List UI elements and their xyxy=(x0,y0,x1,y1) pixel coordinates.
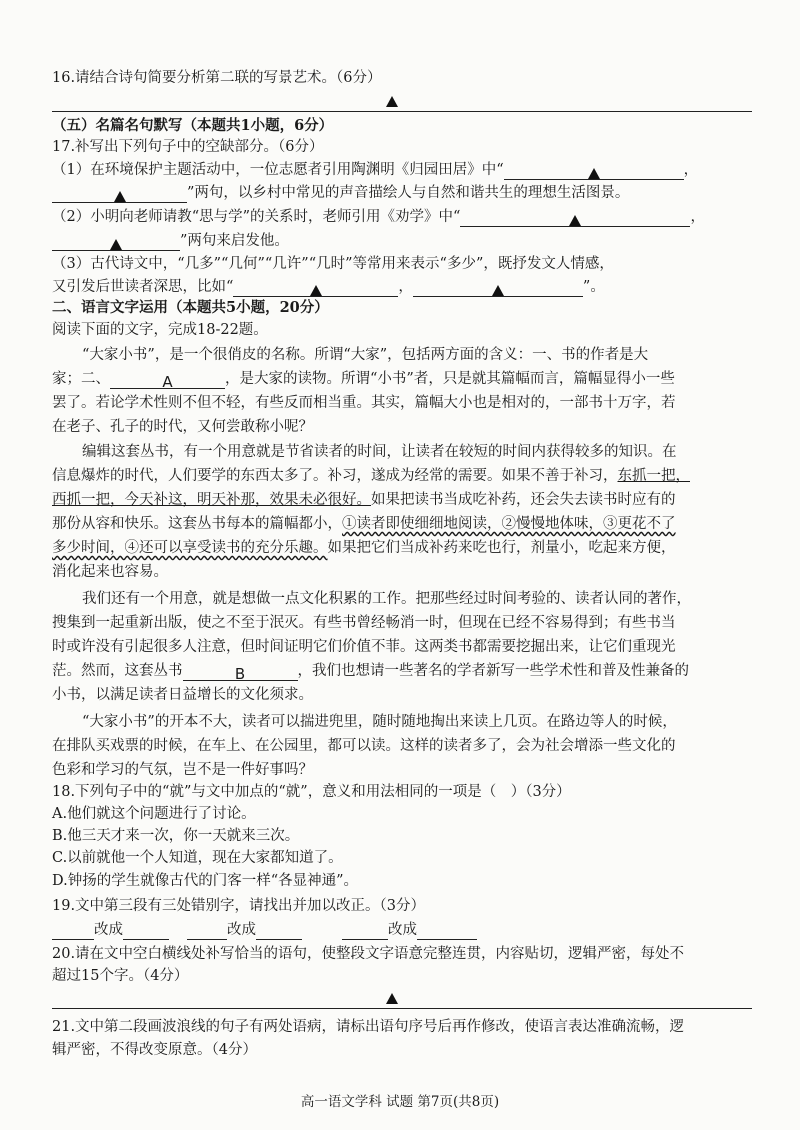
answer-triangle-icon xyxy=(110,239,122,250)
passage-text: 如果把读书当成吃补药，还会失去读书时应有的 xyxy=(371,492,676,508)
q17-p3-tail: ”。 xyxy=(582,279,605,295)
q19-fix-1[interactable] xyxy=(123,923,169,940)
q17-p2-text: （2）小明向老师请教“思与学”的关系时，老师引用《劝学》中“ xyxy=(52,209,461,225)
passage-p2-line4 xyxy=(52,514,752,534)
passage-p1-line2 xyxy=(52,369,752,389)
q17-p1-tail: ”两句，以乡村中常见的声音描绘人与自然和谐共生的理想生活图景。 xyxy=(187,185,630,201)
q17-p3-comma: ， xyxy=(398,279,413,295)
passage-wavy: ①读者即使细细地阅读，②慢慢地体味，③更花不了 xyxy=(342,516,676,532)
q19-wrong-2[interactable] xyxy=(187,923,227,940)
passage-text: 那份从容和快乐。这套丛书每本的篇幅都小， xyxy=(52,516,342,532)
q19-wrong-3[interactable] xyxy=(342,923,388,940)
answer-triangle-icon xyxy=(310,285,322,296)
q18-option-a[interactable]: A.他们就这个问题进行了讨论。 xyxy=(52,806,256,822)
q19-answers xyxy=(52,920,752,940)
passage-p2-line6: 消化起来也容易。 xyxy=(52,564,168,580)
q17-blank-6[interactable] xyxy=(413,280,583,297)
passage-wavy: 多少时间，④还可以享受读书的充分乐趣。 xyxy=(52,540,328,556)
passage-p2-line1: 编辑这套丛书，有一个用意就是节省读者的时间，让读者在较短的时间内获得较多的知识。在 xyxy=(82,444,677,460)
q19-fix-3[interactable] xyxy=(417,923,477,940)
q18-option-b[interactable]: B.他三天才来一次，你一天就来三次。 xyxy=(52,828,300,844)
passage-blank-b[interactable]: B xyxy=(183,664,298,681)
q19-change-label: 改成 xyxy=(227,922,256,938)
q17-part2-line1 xyxy=(52,207,752,227)
answer-triangle-icon xyxy=(569,215,581,226)
passage-p1-line1: “大家小书”，是一个很俏皮的名称。所谓“大家”，包括两方面的含义：一、书的作者是大 xyxy=(82,347,649,363)
answer-triangle-icon xyxy=(386,993,398,1004)
passage-p3-line2: 搜集到一起重新出版，使之不至于泯灭。有些书曾经畅消一时，但现在已经不容易得到；有些书当 xyxy=(52,615,676,631)
q18-stem: 18.下列句子中的“就”与文中加点的“就”，意义和用法相同的一项是（ ）（3分） xyxy=(52,784,571,800)
passage-p3-line3: 时或许没有引起很多人注意，但时间证明它们价值不菲。这两类书都需要挖掘出来，让它们重现光 xyxy=(52,639,676,655)
q17-blank-5[interactable] xyxy=(233,280,398,297)
passage-p1-line3: 罢了。若论学术性则不但不轻，有些反而相当重。其实，篇幅大小也是相对的，一部书十万字，若 xyxy=(52,395,676,411)
passage-p2-line2 xyxy=(52,466,752,486)
section2-title: 二、语言文字运用（本题共5小题，20分） xyxy=(52,299,329,316)
q20-line2: 超过15个字。（4分） xyxy=(52,968,189,984)
passage-blank-a[interactable]: A xyxy=(110,372,225,389)
q19-change-label: 改成 xyxy=(388,922,417,938)
answer-triangle-icon xyxy=(114,191,126,202)
q17-part2-line2 xyxy=(52,231,752,251)
answer-triangle-icon xyxy=(386,96,398,107)
passage-text: 茫。然而，这套丛书 xyxy=(52,663,183,679)
passage-p4-line3: 色彩和学习的气氛，岂不是一件好事吗？ xyxy=(52,762,313,778)
passage-p1-line4: 在老子、孔子的时代，又何尝敢称小呢？ xyxy=(52,419,313,435)
q20-line1: 20.请在文中空白横线处补写恰当的语句，使整段文字语意完整连贯，内容贴切，逻辑严密，每处不 xyxy=(52,946,685,962)
q17-p3-text: 又引发后世读者深思，比如“ xyxy=(52,279,234,295)
q19-wrong-1[interactable] xyxy=(52,923,94,940)
q19-fix-2[interactable] xyxy=(256,923,302,940)
q17-blank-4[interactable] xyxy=(52,234,180,251)
q17-blank-3[interactable] xyxy=(460,210,690,227)
answer-line xyxy=(52,111,752,112)
q17-p2-comma: ， xyxy=(690,209,705,225)
q17-part1-line2 xyxy=(52,183,752,203)
q21-line2: 辑严密，不得改变原意。（4分） xyxy=(52,1042,257,1058)
passage-p3-line1: 我们还有一个用意，就是想做一点文化积累的工作。把那些经过时间考验的、读者认同的著作， xyxy=(82,591,691,607)
passage-text: 如果把它们当成补药来吃也行，剂量小，吃起来方便， xyxy=(327,540,676,556)
answer-line xyxy=(52,1008,752,1009)
passage-text: 家；二、 xyxy=(52,371,110,387)
passage-text: ，是大家的读物。所谓“小书”者，只是就其篇幅而言，篇幅显得小一些 xyxy=(225,371,675,387)
q19-change-label: 改成 xyxy=(94,922,123,938)
passage-p3-line5: 小书，以满足读者日益增长的文化须求。 xyxy=(52,687,313,703)
answer-triangle-icon xyxy=(492,285,504,296)
q17-stem: 17.补写出下列句子中的空缺部分。（6分） xyxy=(52,139,324,155)
q19-stem: 19.文中第三段有三处错别字，请找出并加以改正。（3分） xyxy=(52,898,426,914)
q18-option-c[interactable]: C.以前就他一个人知道，现在大家都知道了。 xyxy=(52,850,343,866)
q21-line1: 21.文中第二段画波浪线的句子有两处语病，请标出语句序号后再作修改，使语言表达准确流畅，逻 xyxy=(52,1019,685,1035)
passage-p4-line1: “大家小书”的开本不大，读者可以揣进兜里，随时随地掏出来读上几页。在路边等人的时候， xyxy=(82,714,677,730)
q17-p2-tail: ”两句来启发他。 xyxy=(180,233,289,249)
q18-option-d[interactable]: D.钟扬的学生就像古代的门客一样“各显神通”。 xyxy=(52,873,359,889)
passage-p2-line5 xyxy=(52,538,752,558)
passage-underlined: 西抓一把，今天补这，明天补那，效果未必很好。 xyxy=(52,492,371,508)
answer-triangle-icon xyxy=(588,168,600,179)
q16-text: 16.请结合诗句简要分析第二联的写景艺术。（6分） xyxy=(52,70,382,86)
q17-p1-text: （1）在环境保护主题活动中，一位志愿者引用陶渊明《归园田居》中“ xyxy=(52,162,504,178)
passage-p4-line2: 在排队买戏票的时候，在车上、在公园里，都可以读。这样的读者多了，会为社会增添一些文化的 xyxy=(52,738,676,754)
passage-text: ，我们也想请一些著名的学者新写一些学术性和普及性兼备的 xyxy=(297,663,689,679)
section5-title: （五）名篇名句默写（本题共1小题，6分） xyxy=(52,117,334,134)
q17-blank-2[interactable] xyxy=(52,186,187,203)
q17-part1-line1 xyxy=(52,160,752,180)
passage-underlined: 东抓一把， xyxy=(617,468,690,484)
q17-blank-1[interactable] xyxy=(504,163,684,180)
section2-intro: 阅读下面的文字，完成18-22题。 xyxy=(52,322,268,338)
passage-p2-line3 xyxy=(52,490,752,510)
q17-p1-comma: ， xyxy=(683,162,699,178)
passage-p3-line4 xyxy=(52,661,752,681)
passage-text: 信息爆炸的时代，人们要学的东西太多了。补习，遂成为经常的需要。如果不善于补习， xyxy=(52,468,618,484)
q17-part3-line2 xyxy=(52,277,752,297)
page-footer: 高一语文学科 试题 第7页(共8页) xyxy=(300,1094,500,1110)
q17-part3-line1: （3）古代诗文中，“几多”“几何”“几许”“几时”等常用来表示“多少”，既抒发文人情感， xyxy=(52,256,614,272)
